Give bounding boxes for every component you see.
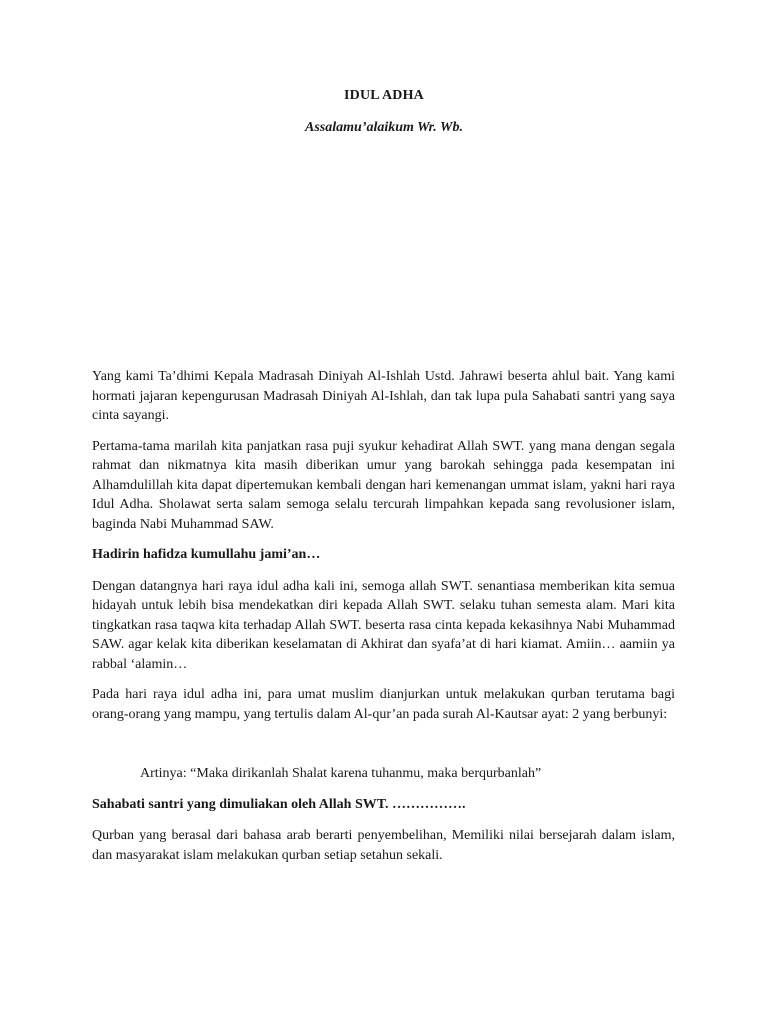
paragraph-gratitude: Pertama-tama marilah kita panjatkan rasa puji syukur kehadirat Allah SWT. yang mana dengan segala rahmat dan nikmatnya kita masih diberikan umur yang barokah sehingga pada kesempatan ini Alhamdulillah kita dapat dipertemukan kembali dengan hari kemenangan ummat islam, yakni hari raya Idul Adha. Sholawat serta salam semoga selalu tercurah limpahkan kepada sang revolusioner islam, baginda Nabi Muhammad SAW. xyxy=(92,438,675,532)
paragraph-qurban-intro: Pada hari raya idul adha ini, para umat muslim dianjurkan untuk melakukan qurban terutama bagi orang-orang yang mampu, yang tertulis dalam Al-qur’an pada surah Al-Kautsar ayat: 2 yang berbunyi: xyxy=(92,687,675,722)
greeting: Assalamu’alaikum Wr. Wb. xyxy=(305,120,463,135)
heading-sahabati: Sahabati santri yang dimuliakan oleh Allah SWT. ……………. xyxy=(92,796,466,812)
heading-hadirin: Hadirin hafidza kumullahu jami’an… xyxy=(92,547,321,562)
document-body xyxy=(92,367,675,876)
paragraph-opening: Yang kami Ta’dhimi Kepala Madrasah Diniyah Al-Ishlah Ustd. Jahrawi beserta ahlul bait. Yang kami hormati jajaran kepengurusan Madrasah Diniyah Al-Ishlah, dan tak lupa pula Sahabati santri yang saya cinta sayangi. xyxy=(92,369,675,423)
paragraph-qurban-meaning: Qurban yang berasal dari bahasa arab berarti penyembelihan, Memiliki nilai bersejarah dalam islam, dan masyarakat islam melakukan qurban setiap setahun sekali. xyxy=(92,828,675,863)
paragraph-hope: Dengan datangnya hari raya idul adha kali ini, semoga allah SWT. senantiasa memberikan kita semua hidayah untuk lebih bisa mendekatkan diri kepada Allah SWT. selaku tuhan semesta alam. Mari kita tingkatkan rasa taqwa kita terhadap Allah SWT. beserta rasa cinta kepada kekasihnya Nabi Muhammad SAW. agar kelak kita diberikan keselamatan di Akhirat dan syafa’at di hari kiamat. Amiin… aamiin ya rabbal ‘alamin… xyxy=(92,578,675,672)
document-title: IDUL ADHA xyxy=(344,88,424,103)
verse-translation: Artinya: “Maka dirikanlah Shalat karena tuhanmu, maka berqurbanlah” xyxy=(140,766,542,781)
